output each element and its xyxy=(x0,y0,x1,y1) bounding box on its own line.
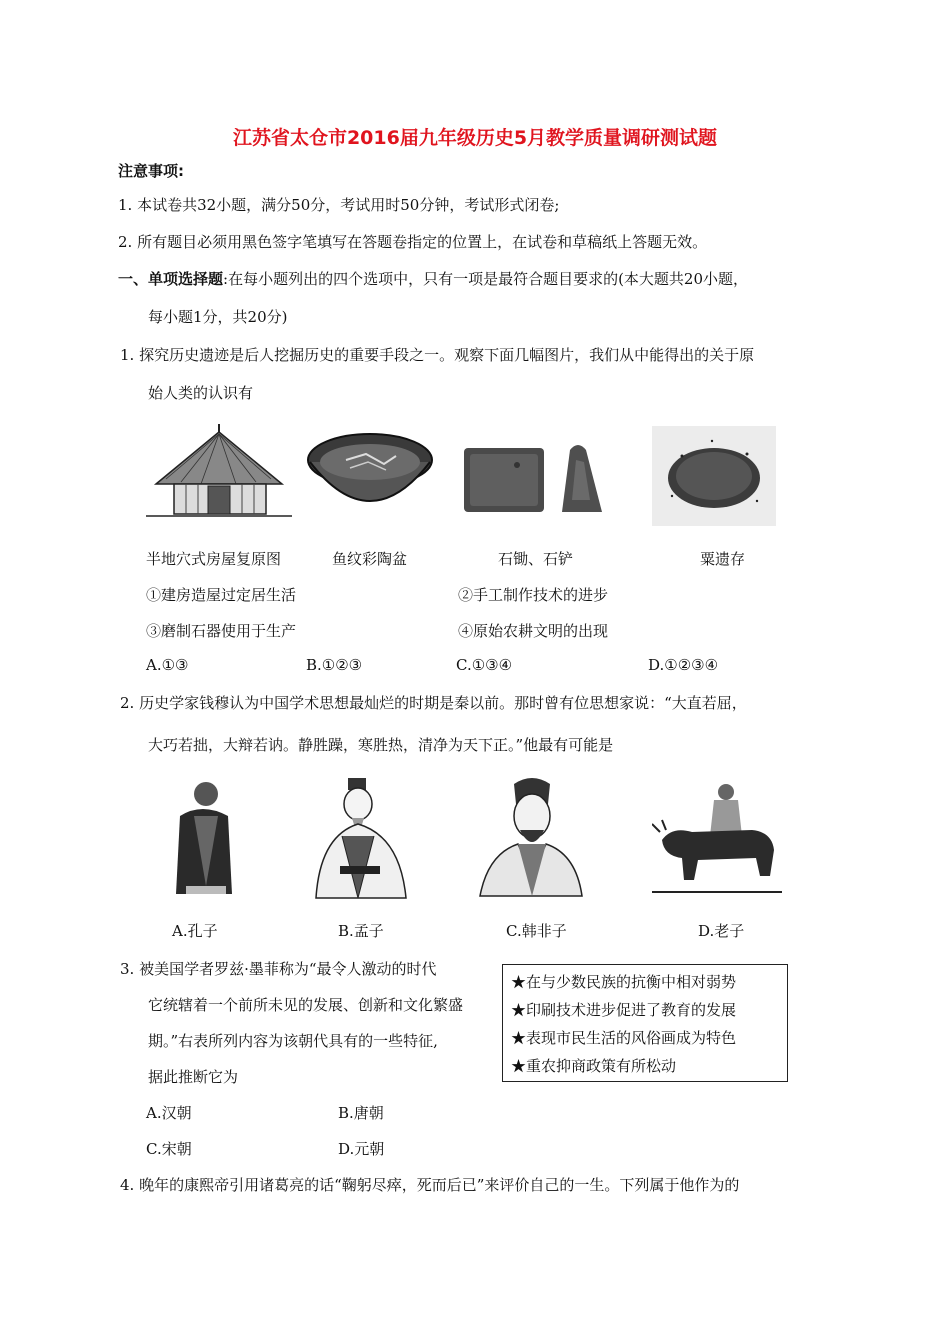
section-label: 一、单项选择题 xyxy=(118,270,224,288)
q1-caption-3: 石锄、石铲 xyxy=(498,550,574,568)
q1-option-a: A.①③ xyxy=(146,656,189,674)
q3-feature-2: ★印刷技术进步促进了教育的发展 xyxy=(511,1001,737,1019)
q1-option-d: D.①②③④ xyxy=(648,656,719,674)
q3-feature-4: ★重农抑商政策有所松动 xyxy=(511,1057,677,1075)
q3-feature-3: ★表现市民生活的风俗画成为特色 xyxy=(511,1029,737,1047)
q2-stem-1: 2. 历史学家钱穆认为中国学术思想最灿烂的时期是秦以前。那时曾有位思想家说：“大直若屈， xyxy=(120,694,747,712)
q3-stem-4: 据此推断它为 xyxy=(148,1068,239,1086)
q1-statement-3: ③磨制石器使用于生产 xyxy=(146,622,297,640)
q2-option-d: D.老子 xyxy=(698,922,745,940)
q1-caption-2: 鱼纹彩陶盆 xyxy=(332,550,408,568)
q3-stem-1: 3. 被美国学者罗兹·墨菲称为“最令人激动的时代 xyxy=(120,960,437,978)
section-desc: :在每小题列出的四个选项中，只有一项是最符合题目要求的(本大题共20小题， xyxy=(223,270,749,288)
q2-option-a: A.孔子 xyxy=(172,922,218,940)
q1-statement-2: ②手工制作技术的进步 xyxy=(458,586,609,604)
q3-option-d: D.元朝 xyxy=(338,1140,385,1158)
hanfeizi-image xyxy=(478,774,584,898)
q3-feature-box xyxy=(502,964,788,1082)
notice-heading: 注意事项: xyxy=(118,162,184,180)
q1-caption-1: 半地穴式房屋复原图 xyxy=(146,550,282,568)
q1-option-b: B.①②③ xyxy=(306,656,363,674)
millet-remains-image xyxy=(652,426,776,526)
notice-item-1: 1. 本试卷共32小题，满分50分，考试用时50分钟，考试形式闭卷; xyxy=(118,196,560,214)
q3-option-a: A.汉朝 xyxy=(146,1104,192,1122)
q4-stem-1: 4. 晚年的康熙帝引用诸葛亮的话“鞠躬尽瘁，死而后已”来评价自己的一生。下列属于他作为的 xyxy=(120,1176,740,1194)
q1-option-c: C.①③④ xyxy=(456,656,513,674)
section-heading xyxy=(118,268,748,289)
q3-stem-3: 期。”右表所列内容为该朝代具有的一些特征, xyxy=(148,1032,438,1050)
q1-caption-4: 粟遗存 xyxy=(700,550,746,568)
q1-stem-1: 1. 探究历史遗迹是后人挖掘历史的重要手段之一。观察下面几幅图片，我们从中能得出的关于原 xyxy=(120,346,755,364)
q1-statement-4: ④原始农耕文明的出现 xyxy=(458,622,609,640)
pottery-basin-image xyxy=(306,430,434,520)
q3-option-c: C.宋朝 xyxy=(146,1140,192,1158)
q2-option-b: B.孟子 xyxy=(338,922,384,940)
page-title: 江苏省太仓市2016届九年级历史5月教学质量调研测试题 xyxy=(232,127,718,149)
q2-option-c: C.韩非子 xyxy=(506,922,567,940)
q2-stem-2: 大巧若拙，大辩若讷。静胜躁，寒胜热，清净为天下正。”他最有可能是 xyxy=(148,736,614,754)
q3-stem-2: 它统辖着一个前所未见的发展、创新和文化繁盛 xyxy=(148,996,464,1014)
q1-stem-2: 始人类的认识有 xyxy=(148,384,254,402)
laozi-ox-image xyxy=(652,780,782,898)
stone-tools-image xyxy=(462,440,608,516)
q3-option-b: B.唐朝 xyxy=(338,1104,384,1122)
q1-statement-1: ①建房造屋过定居生活 xyxy=(146,586,297,604)
mencius-image xyxy=(312,776,410,900)
hut-image xyxy=(146,424,292,524)
confucius-image xyxy=(162,776,240,896)
q3-feature-1: ★在与少数民族的抗衡中相对弱势 xyxy=(511,973,737,991)
section-desc-2: 每小题1分，共20分) xyxy=(148,308,288,326)
notice-item-2: 2. 所有题目必须用黑色签字笔填写在答题卷指定的位置上，在试卷和草稿纸上答题无效。 xyxy=(118,233,708,251)
